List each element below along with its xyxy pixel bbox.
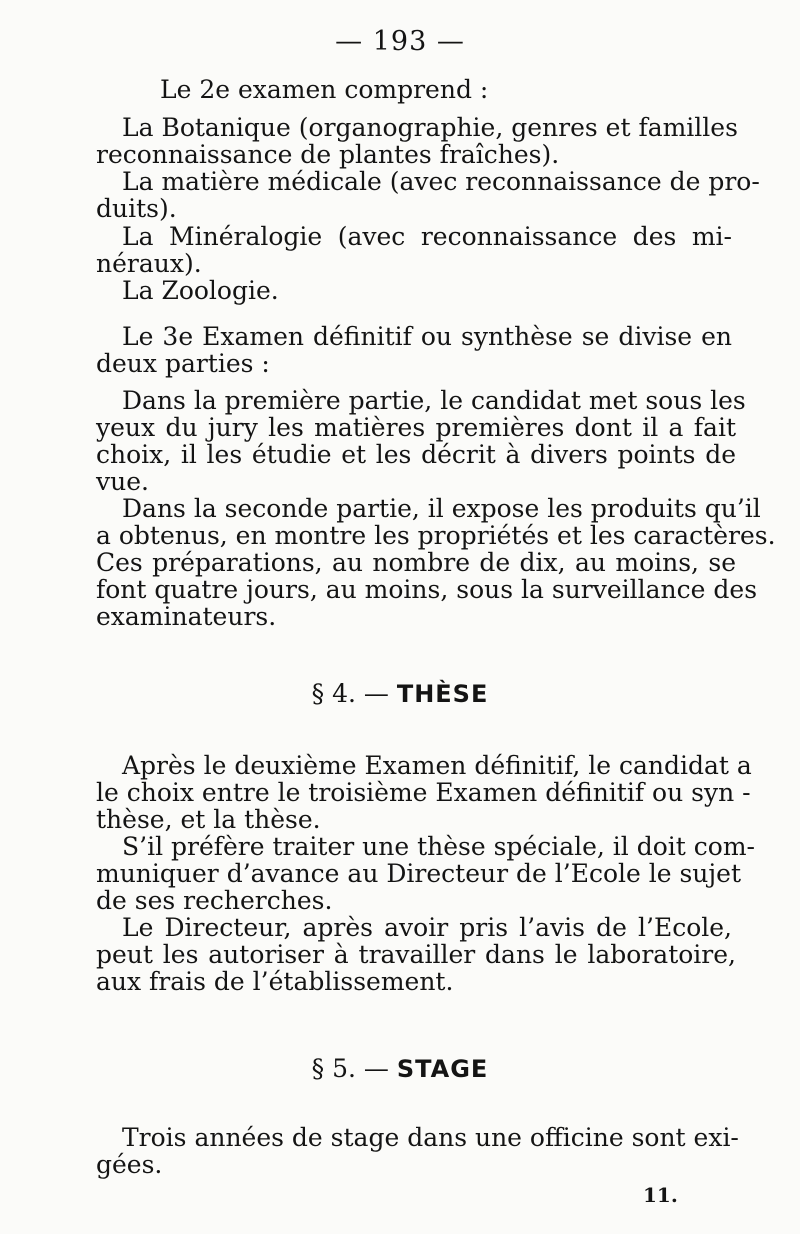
paragraph-line: La matière médicale (avec reconnaissance de pro- [122, 167, 760, 196]
paragraph-line: reconnaissance de plantes fraîches). [96, 140, 560, 169]
paragraph-line: Dans la seconde partie, il expose les produits qu’il [122, 494, 761, 523]
paragraph-line: le choix entre le troisième Examen définitif ou syn - [96, 778, 751, 807]
paragraph-line: Le 2e examen comprend : [160, 75, 489, 104]
paragraph-line: Dans la première partie, le candidat met sous les [122, 386, 746, 415]
paragraph-line: Le Directeur, après avoir pris l’avis de l’Ecole, [122, 913, 732, 942]
paragraph-line: Ces préparations, au nombre de dix, au moins, se [96, 548, 736, 577]
paragraph-line: a obtenus, en montre les propriétés et les caractères. [96, 521, 776, 550]
paragraph-line: La Botanique (organographie, genres et familles [122, 113, 738, 142]
paragraph-line: peut les autoriser à travailler dans le laboratoire, [96, 940, 736, 969]
paragraph-line: de ses recherches. [96, 886, 333, 915]
paragraph-line: La Zoologie. [122, 276, 279, 305]
paragraph-line: examinateurs. [96, 602, 277, 631]
signature-mark: 11. [643, 1183, 678, 1207]
paragraph-line: Le 3e Examen définitif ou synthèse se divise en [122, 322, 732, 351]
section-number: § 4. — [311, 679, 389, 708]
section-number: § 5. — [311, 1054, 389, 1083]
paragraph-line: Trois années de stage dans une officine sont exi- [122, 1123, 739, 1152]
paragraph-line: yeux du jury les matières premières dont il a fait [96, 413, 736, 442]
paragraph-line: Après le deuxième Examen définitif, le candidat a [122, 751, 752, 780]
paragraph-line: vue. [96, 467, 149, 496]
section-title: THÈSE [396, 680, 489, 708]
paragraph-line: aux frais de l’établissement. [96, 967, 454, 996]
paragraph-line: gées. [96, 1150, 163, 1179]
paragraph-line: deux parties : [96, 349, 270, 378]
paragraph-line: font quatre jours, au moins, sous la surveillance des [96, 575, 758, 604]
section-heading-these [0, 680, 800, 708]
paragraph-line: muniquer d’avance au Directeur de l’Ecole le sujet [96, 859, 741, 888]
paragraph-line: La Minéralogie (avec reconnaissance des mi- [122, 222, 732, 251]
paragraph-line: S’il préfère traiter une thèse spéciale, il doit com- [122, 832, 755, 861]
paragraph-line: choix, il les étudie et les décrit à divers points de [96, 440, 736, 469]
page-number: — 193 — [335, 26, 465, 57]
section-heading-stage [0, 1055, 800, 1083]
paragraph-line: duits). [96, 194, 177, 223]
section-title: STAGE [396, 1055, 489, 1083]
paragraph-line: néraux). [96, 249, 202, 278]
paragraph-line: thèse, et la thèse. [96, 805, 321, 834]
